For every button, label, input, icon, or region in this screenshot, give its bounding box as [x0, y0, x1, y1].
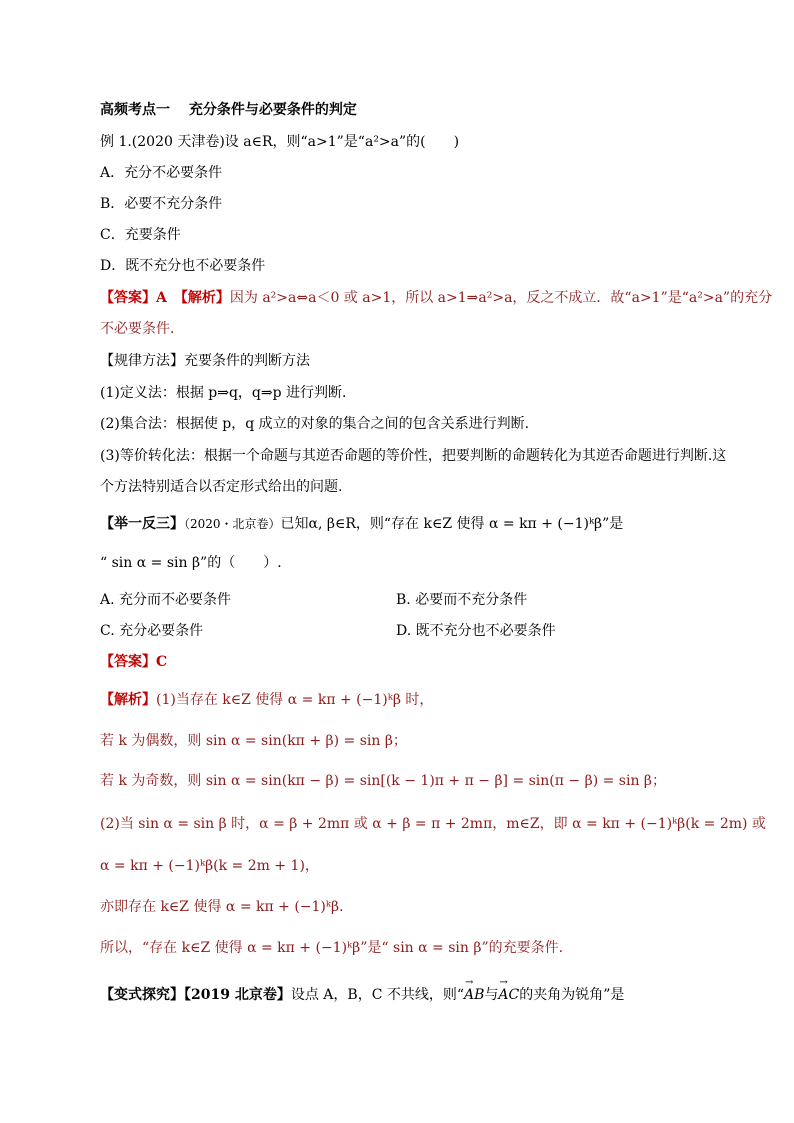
- analysis-line-2: 若 k 为偶数，则 sin α = sin(kπ + β) = sin β；: [100, 733, 407, 749]
- analysis-text-1: (1)当存在 k∈Z 使得 α = kπ + (−1)ᵏβ 时，: [156, 692, 434, 708]
- analysis-line-5: α = kπ + (−1)ᵏβ(k = 2m + 1)，: [100, 858, 319, 874]
- variant-text-after: 的夹角为锐角”是: [519, 987, 625, 1003]
- answer-explanation: 因为 a²>a⇔a＜0 或 a>1，所以 a>1⇒a²>a，反之不成立．故“a>1”是“a²>a”的充分: [229, 290, 773, 306]
- vector-ac: → AC: [498, 985, 519, 1005]
- example2-answer: 【答案】C: [100, 654, 168, 670]
- variant-text-before: 设点 A，B，C 不共线，则“: [290, 987, 465, 1003]
- analysis-label: 【解析】: [100, 692, 156, 708]
- analysis-line-4: (2)当 sin α = sin β 时，α = β + 2mπ 或 α + β = π + 2mπ，m∈Z，即 α = kπ + (−1)ᵏβ(k = 2m) 或: [100, 816, 766, 832]
- method-title: 【规律方法】充要条件的判断方法: [100, 353, 310, 369]
- example2-option-c: C. 充分必要条件: [100, 623, 204, 639]
- example2-option-a: A. 充分而不必要条件: [100, 592, 232, 608]
- example2-label: 【举一反三】: [100, 516, 184, 532]
- method-item-3: (3)等价转化法：根据一个命题与其逆否命题的等价性，把要判断的命题转化为其逆否命题进行判断.这: [100, 448, 727, 464]
- example2-stem-line2: “ sin α = sin β”的（ ）.: [100, 555, 282, 571]
- analysis-line-3: 若 k 为奇数，则 sin α = sin(kπ − β) = sin[(k − 1)π + π − β] = sin(π − β) = sin β；: [100, 773, 667, 789]
- example1-option-b: B．必要不充分条件: [100, 196, 223, 212]
- method-item-2: (2)集合法：根据使 p，q 成立的对象的集合之间的包含关系进行判断.: [100, 416, 530, 432]
- example2-option-b: B. 必要而不充分条件: [396, 592, 528, 608]
- example2-stem-text: 已知α, β∈R，则“存在 k∈Z 使得 α = kπ + (−1)ᵏβ”是: [280, 516, 624, 532]
- variant-line: [100, 985, 624, 1005]
- analysis-line-6: 亦即存在 k∈Z 使得 α = kπ + (−1)ᵏβ．: [100, 899, 354, 915]
- variant-label: 【变式探究】【2019 北京卷】: [100, 987, 291, 1003]
- example2-source: （2020・北京卷）: [184, 517, 281, 531]
- method-item-3-cont: 个方法特别适合以否定形式给出的问题.: [100, 479, 343, 495]
- analysis-line-1: [100, 690, 433, 710]
- variant-mid: 与: [484, 987, 499, 1003]
- analysis-line-7: 所以，“存在 k∈Z 使得 α = kπ + (−1)ᵏβ”是“ sin α = sin β”的充要条件.: [100, 940, 564, 956]
- example2-option-d: D. 既不充分也不必要条件: [396, 623, 556, 639]
- vector-ab: → AB: [464, 985, 484, 1005]
- example1-answer-line1: [100, 288, 772, 308]
- section-title: 高频考点一 充分条件与必要条件的判定: [100, 102, 357, 118]
- example1-answer-line2: 不必要条件．: [100, 321, 184, 337]
- example1-option-c: C．充要条件: [100, 227, 181, 243]
- example1-option-a: A．充分不必要条件: [100, 165, 223, 181]
- example2-stem-line1: [100, 514, 623, 534]
- method-item-1: (1)定义法：根据 p⇒q，q⇒p 进行判断.: [100, 385, 347, 401]
- example1-stem: 例 1.(2020 天津卷)设 a∈R，则“a>1”是“a²>a”的( ): [100, 134, 460, 150]
- example1-option-d: D．既不充分也不必要条件: [100, 258, 266, 274]
- answer-label: 【答案】A 【解析】: [100, 290, 230, 306]
